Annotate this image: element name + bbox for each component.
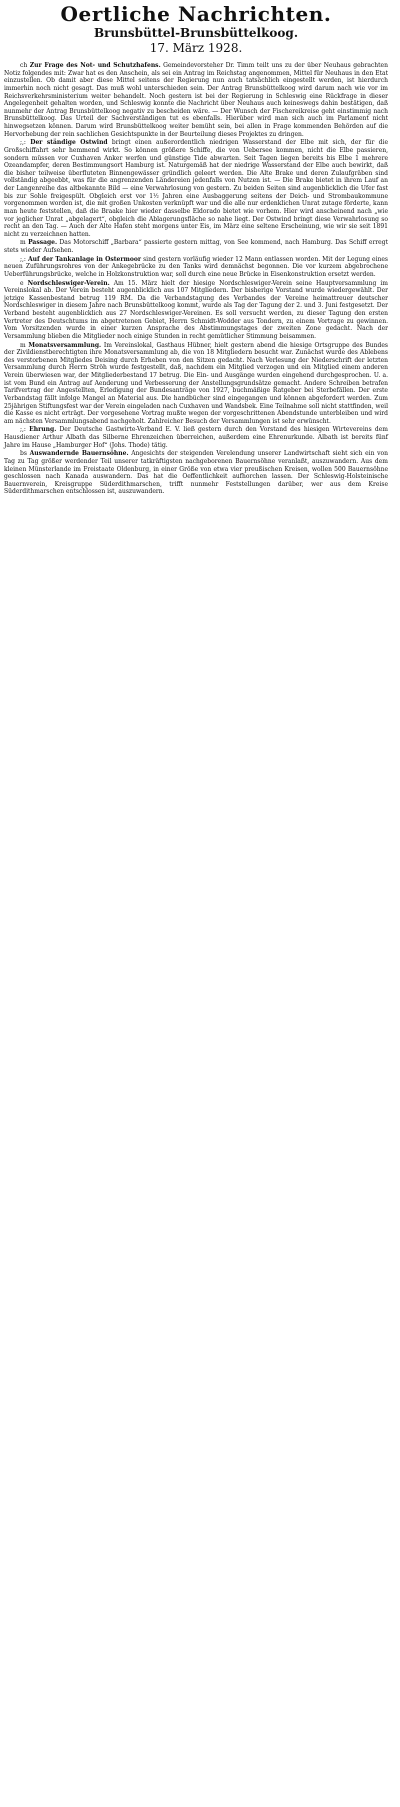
article-prefix: ;,: (20, 426, 26, 434)
article-prefix: ch (20, 62, 28, 69)
article-body: Im Vereinslokal, Gasthaus Hübner, hielt gestern abend die hiesige Ortsgruppe des Bundes der Zivildienstberechtigten ihre Monatsversammlung ab, die von 18 Mitgliedern besucht war. Zunächst wurde des Ablebens des verstorbenen Mitgliedes Deising durch Erheben von den Sitzen gedacht. Nach Verlesung der Niederschrift der letzten Versammlung durch Herrn Ströh wurde festgestellt, daß, nachdem ein Mitglied verzogen und ein Mitglied einem anderen Verein überwiesen war, der Mitgliederbestand 17 betrug. Die Ein- und Ausgänge wurden eingehend durchgesprochen. U. a. ist vom Bund ein Antrag auf Aenderung und Verbesserung der Anstellungsgrundsätze gemacht. Andere Schreiben betrafen Tarifvertrag der Angestellten, Erledigung der Bundesanträge von 1927, buchmäßige Ratgeber bei Sterbefällen. Der erste Verbandstag fällt infolge Mangel an Material aus. Die handbücher sind eingegangen und können abgefordert werden. Zum 25jährigen Stiftungsfest war der Verein eingeladen nach Cuxhaven und Wandsbek. Eine Teilnahme soll nicht stattfinden, weil die Kasse es nicht erträgt. Der vorgesehene Vortrag mußte wegen der vorgeschrittenen Abendstunde unterbleiben und wird am nächsten Versammlungsabend nachgeholt. Zahlreicher Besuch der Versammlungen ist sehr erwünscht. (4, 341, 388, 425)
article-body: Gemeindevorsteher Dr. Timm teilt uns zu der über Neuhaus gebrachten Notiz folgendes mit: Zwar hat es den Anschein, als sei ein Antrag im Reichstag angenommen, Mittel für Neuhaus in den Etat einzustellen. Ob damit aber diese Mittel seitens der Regierung nun auch tatsächlich eingestellt werden, ist hierdurch immerhin noch nicht gesagt. Das muß wohl unterschieden sein. Der Antrag Brunsbüttelkoog wird darum nach wie vor im Reichsverkehrsministerium weiter behandelt. Noch gestern ist bei der Regierung in Schleswig eine Rückfrage in dieser Angelegenheit gehalten worden, und Schleswig konnte die Nachricht über Neuhaus auch keineswegs dahin bestätigen, daß nunmehr der Antrag Brunsbüttelkoog negativ zu bescheiden wäre. — Der Wunsch der Fischereikreise geht einstimmig nach Brunsbüttelkoog. Das Urteil der Sachverständigen tut es ebenfalls. Hierüber wird man sich auch im Parlament nicht hinwegsetzen können. Darum wird Brunsbüttelkoog weiter bemüht sein, bei allen in Frage kommenden Behörden auf die Hervorhebung der rein sachlichen Gesichtspunkte in der Beurteilung dieses Projektes zu dringen. (4, 62, 388, 138)
article-ehrung (4, 426, 388, 449)
article-body: sind gestern vorläufig wieder 12 Mann entlassen worden. Mit der Legung eines neuen Zuführungsrohres von der Ankegebrücke zu den Tanks wird demnächst begonnen. Die vor kurzem abgebrochene Ueberführungsbrücke, welche in Holzkonstruktion war, soll durch eine neue Brücke in Eisenkonstruktion ersetzt werden. (4, 255, 388, 278)
dateline (4, 26, 388, 56)
article-bauernsoehne (4, 450, 388, 496)
article-monatsversammlung (4, 342, 388, 426)
article-lead: Der ständige Ostwind (30, 139, 108, 147)
article-body: Der Deutsche Gastwirte-Verband E. V. ließ gestern durch den Vorstand des hiesigen Wirtevereins dem Hausdiener Arthur Albath das Silberne Ehrenzeichen überreichen, außerdem eine Ehrenurkunde. Albath ist bereits fünf Jahre im Hause „Hamburger Hof“ (Johs. Thode) tätig. (4, 426, 388, 449)
article-prefix: bs (20, 450, 27, 458)
issue-date: 17. März 1928. (149, 41, 243, 55)
article-body: Das Motorschiff „Barbara“ passierte gestern mittag, von See kommend, nach Hamburg. Das Schiff erregt stets wieder Aufsehen. (4, 239, 388, 254)
article-tankanlage (4, 256, 388, 279)
article-lead: Auf der Tankanlage in Ostermoor (28, 255, 142, 263)
article-lead: Auswandernde Bauernsöhne. (29, 450, 129, 458)
article-ostwind (4, 139, 388, 238)
article-prefix: ;,: (20, 255, 26, 263)
article-lead: Monatsversammlung. (28, 341, 102, 349)
place-name: Brunsbüttel-Brunsbüttelkoog. (94, 26, 298, 40)
article-prefix: e (20, 279, 24, 287)
article-lead: Passage. (28, 239, 58, 247)
article-nordschleswiger (4, 280, 388, 341)
article-prefix: ;,: (20, 139, 26, 147)
article-prefix: m (20, 239, 26, 247)
article-schutzhafen (4, 62, 388, 138)
article-passage (4, 239, 388, 254)
article-body: Am 15. März hielt der hiesige Nordschleswiger-Verein seine Hauptversammlung im Vereinslokal ab. Der Verein besteht augenblicklich aus 107 Mitgliedern. Der bisherige Vorstand wurde wiedergewählt. Der jetzige Kassenbestand betrug 119 RM. Da die Verbandstagung des Verbandes der Vereine heimattreuer deutscher Nordschleswiger in diesem Jahre nach Brunsbüttelkoog kommt, wurde als Tag der Tagung der 2. und 3. Juni festgesetzt. Der Verband besteht augenblicklich aus 27 Nordschleswiger-Vereinen. Es soll versucht werden, zu dieser Tagung den ersten Vertreter des Deutschtums im abgetretenen Gebiet, Herrn Schmidt-Wodder aus Tondern, zu einem Vortrage zu gewinnen. Vom Vorsitzenden wurde in einer kurzen Ansprache des Abstimmungstages der zweiten Zone gedacht. Nach der Versammlung blieben die Mitglieder noch einige Stunden in recht gemütlicher Stimmung beisammen. (4, 279, 388, 340)
article-lead: Ehrung. (29, 426, 57, 434)
article-lead: Zur Frage des Not- und Schutzhafens. (29, 62, 161, 69)
article-prefix: m (20, 341, 26, 349)
article-lead: Nordschleswiger-Verein. (27, 279, 110, 287)
article-body: bringt einen außerordentlich niedrigen Wasserstand der Elbe mit sich, der für die Großschiffahrt sehr hemmend wirkt. So können größere Schiffe, die von Uebersee kommen, nicht die Elbe passieren, sondern müssen vor Cuxhaven Anker werfen und günstige Tide abwarten. Seit Tagen liegen bereits bis Elbe 1 mehrere Ozeandampfer, deren Bestimmungsort Hamburg ist. Naturgemäß hat der niedrige Wasserstand der Elbe auch bewirkt, daß die bisher teilweise überfluteten Binnengewässer gründlich geleert werden. Die Alte Brake und deren Zulaufgräben sind vollständig abgeebbt, was für die angrenzenden Ländereien jedenfalls von Nutzen ist. — Die Brake bietet in ihrem Lauf an der Langenreihe das altbekannte Bild — eine Verwahrlosung von gestern. Zu beiden Seiten sind augenblicklich die Ufer fast bis zur Sohle freigespült. Obgleich erst vor 1½ Jahren eine Ausbaggerung seitens der Deich- und Strombaukommune vorgenommen worden ist, die mit großen Unkosten verknüpft war und die alle nur erdenklichen Unrat zutage förderte, kann man heute feststellen, daß die Braake hier wieder dasselbe Eldorado bietet wie vorhem. Hier wird anscheinend nach „wie vor jeglicher Unrat „abgelagert“, obgleich die Ablagerungsfläche so nahe liegt. Der Ostwind bringt diese Verwahrlosung so recht an den Tag. — Auch der Alte Hafen steht morgens unter Eis, im März eine seltene Erscheinung, wie wir sie seit 1891 nicht zu verzeichnen hatten. (4, 139, 388, 238)
article-body: Angesichts der steigenden Verelendung unserer Landwirtschaft sieht sich ein von Tag zu Tag größer werdender Teil unserer tatkräftigsten nachgeborenen Bauernsöhne veranlaßt, auszuwandern. Aus dem kleinen Münsterlande im Freistaate Oldenburg, in einer Größe von etwa vier preußischen Kreisen, wollen 500 Bauernsöhne geschlossen nach Kanada auswandern. Das hat die Oeffentlichkeit aufhorchen lassen. Der Schleswig-Holsteinische Bauernverein, Kreisgruppe Süderdithmarschen, trifft nunmehr Feststellungen darüber, wer aus dem Kreise Süderdithmarschen entschlossen ist, auszuwandern. (4, 450, 388, 496)
section-headline: Oertliche Nachrichten. (60, 2, 332, 26)
